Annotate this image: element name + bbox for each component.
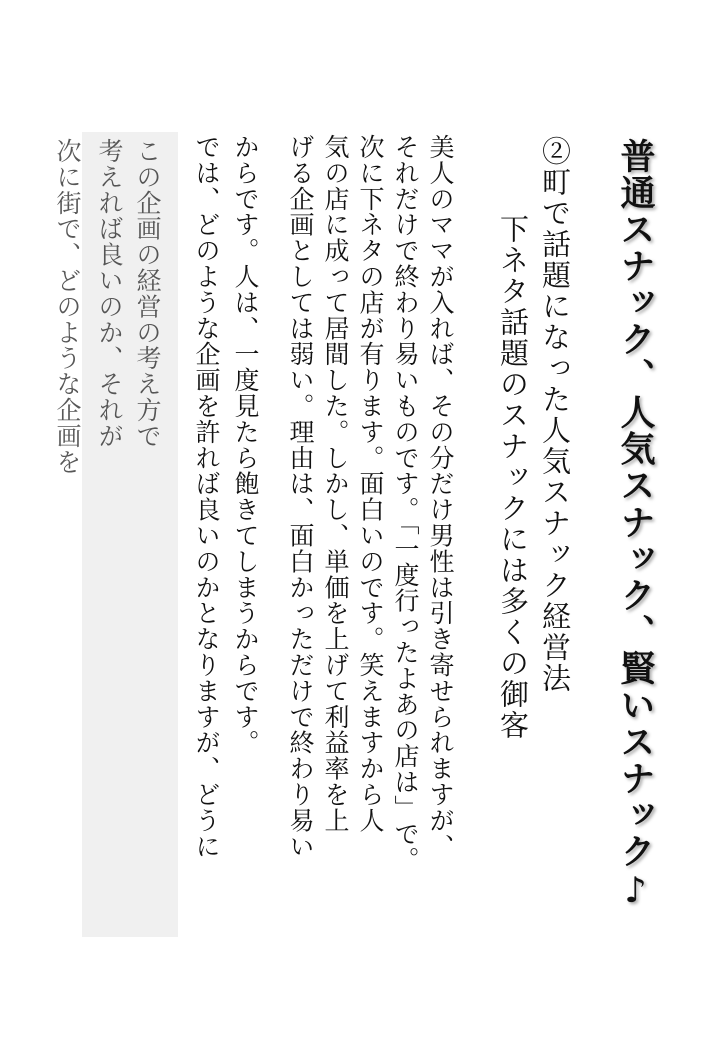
ghost-line-3: この企画の経営の考え方で bbox=[133, 138, 162, 449]
ghost-line-2: 考えれば良いのか、それが bbox=[95, 138, 124, 449]
body-line-6: からです。人は、一度見たら飽きてしまうからです。 bbox=[231, 134, 260, 756]
page-title: 普通スナック、人気スナック、賢いスナック♪ bbox=[615, 138, 656, 913]
body-line-3: 次に下ネタの店が有ります。面白いのです。笑えますから人 bbox=[356, 134, 385, 834]
section-heading-line-2: 下ネタ話題のスナックには多くの御客 bbox=[496, 214, 530, 741]
body-line-1: 美人のママが入れば、その分だけ男性は引き寄せられますが、 bbox=[426, 134, 455, 860]
ghost-line-1: 次に街で、どのような企画を bbox=[53, 138, 82, 475]
body-line-2: それだけで終わり易いものです。「一度行ったよあの店は」で。 bbox=[391, 134, 420, 873]
body-line-5: げる企画としては弱い。理由は、面白かっただけで終わり易い bbox=[286, 134, 315, 860]
section-heading-line-1: ②町で話題になった人気スナック経営法 bbox=[538, 136, 572, 694]
body-line-7: では、どのような企画を許れば良いのかとなりますが、どうに bbox=[192, 134, 221, 860]
body-line-4: 気の店に成って居間した。しかし、単価を上げて利益率を上 bbox=[321, 134, 350, 834]
